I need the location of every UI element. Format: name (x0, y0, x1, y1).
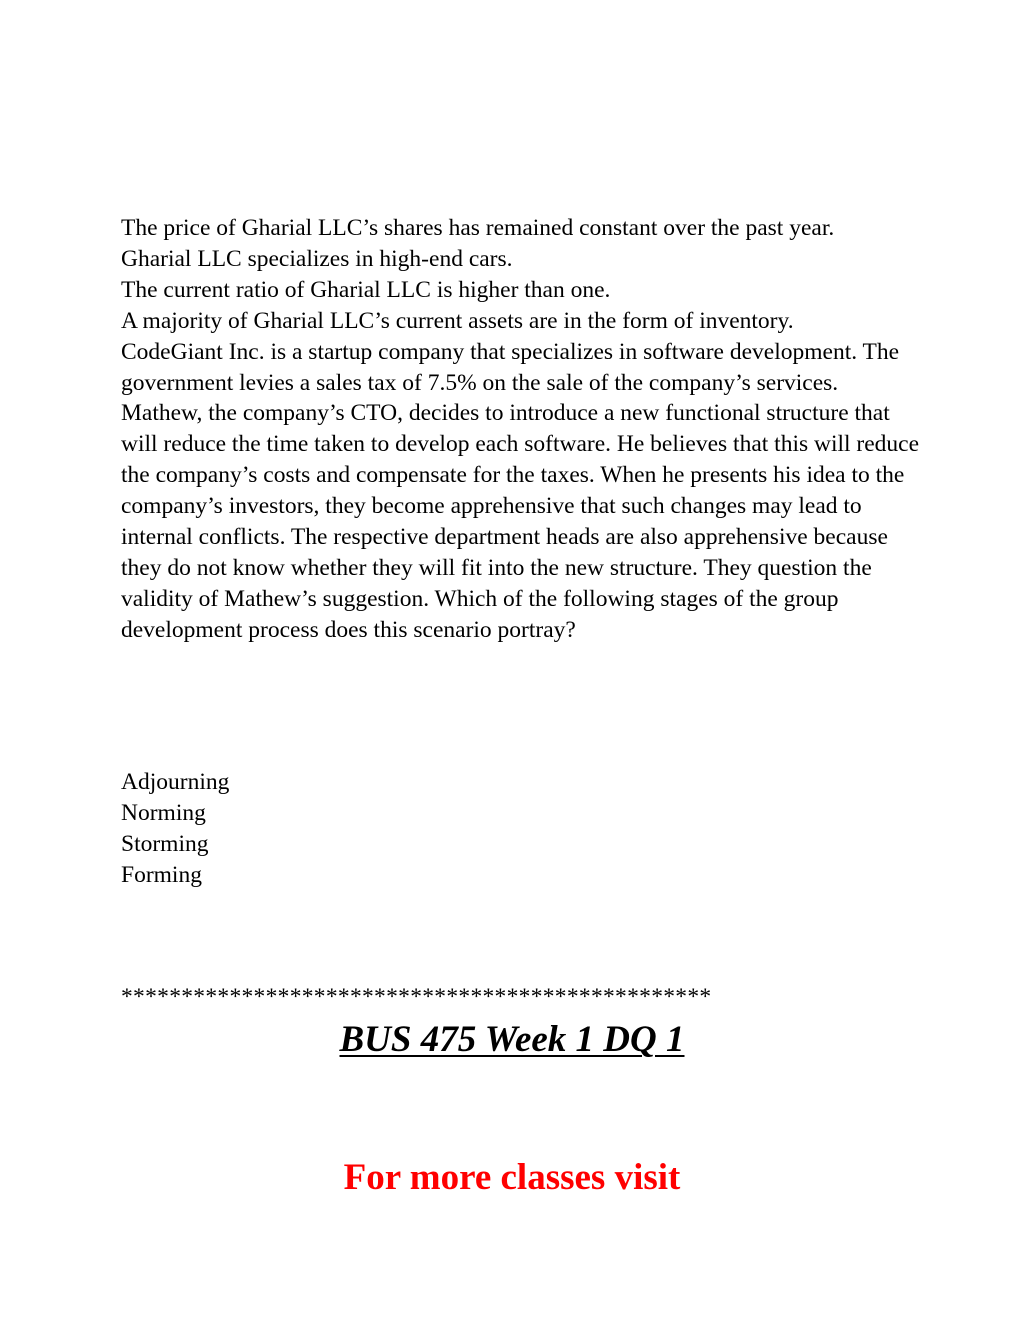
paragraph-specialization: Gharial LLC specializes in high-end cars. (121, 245, 513, 272)
question-body (121, 213, 921, 646)
option-norming: Norming (121, 800, 206, 826)
paragraph-current-assets: A majority of Gharial LLC’s current assets are in the form of inventory. (121, 307, 794, 334)
option-adjourning: Adjourning (121, 769, 230, 795)
paragraph-share-price: The price of Gharial LLC’s shares has remained constant over the past year. (121, 215, 835, 241)
paragraph-current-ratio: The current ratio of Gharial LLC is higher than one. (121, 276, 611, 303)
answer-options (121, 767, 521, 891)
course-title: BUS 475 Week 1 DQ 1 (339, 1019, 685, 1060)
visit-heading: For more classes visit (343, 1157, 681, 1198)
separator-stars: ************************************************* (121, 984, 712, 1010)
paragraph-codegiant-scenario: CodeGiant Inc. is a startup company that specializes in software development. The government levies a sales tax of 7.5% on the sale of the company’s services. Mathew, the company’s CTO, decides to introduce a new functional structure that will reduce the time taken to develop each software. He believes that this will reduce the company’s costs and compensate for the taxes. When he presents his idea to the company’s investors, they become apprehensive that such changes may lead to internal conflicts. The respective department heads are also apprehensive because they do not know whether they will fit into the new structure. They question the validity of Mathew’s suggestion. Which of the following stages of the group development process does this scenario portray? (121, 338, 920, 643)
option-storming: Storming (121, 831, 209, 857)
option-forming: Forming (121, 862, 202, 888)
